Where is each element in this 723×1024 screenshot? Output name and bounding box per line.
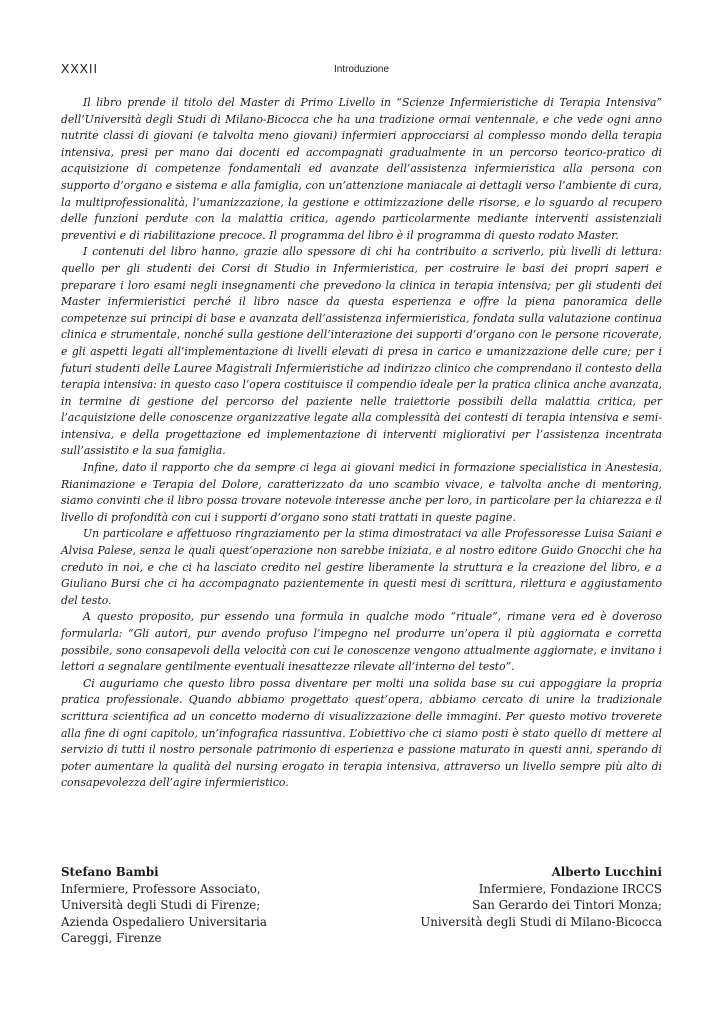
paragraph-acknowledgements: Un particolare e affettuoso ringraziamento per la stima dimostrataci va alle Professoresse Luisa Saiani e Alvisa Palese, senza le quali quest’operazione non sarebbe iniziata, e al nostro editore Guido Gnocchi che ha creduto in noi, e che ci ha lasciato credito nel gestire liberamente la struttura e la creazione del libro, e a Giuliano Bursi che ci ha accompagnato pazientemente in questi mesi di scrittura, rilettura e aggiustamento del testo. [61, 527, 662, 607]
author-name: Stefano Bambi [61, 865, 159, 879]
author-affiliation-line: Università degli Studi di Firenze; [61, 898, 261, 912]
signature-left [61, 864, 361, 947]
author-affiliation-line: Careggi, Firenze [61, 931, 162, 945]
paragraph-medical-residents: Infine, dato il rapporto che da sempre ci lega ai giovani medici in formazione specialistica in Anestesia, Rianimazione e Terapia del Dolore, caratterizzato da uno scambio vivace, e talvolta anche di mentoring, siamo convinti che il libro possa trovare notevole interesse anche per loro, in particolare per la chiarezza e il livello di profondità con cui i supporti d’organo sono stati trattati in queste pagine. [61, 461, 662, 524]
paragraph-disclaimer: A questo proposito, pur essendo una formula in qualche modo “rituale”, rimane vera ed è doveroso formularla: “Gli autori, pur avendo profuso l’impegno nel produrre un’opera il più aggiornata e corretta possibile, sono consapevoli della velocità con cui le conoscenze vengono attualmente aggiornate, e invitano i lettori a segnalare gentilmente eventuali inesattezze rilevate all’interno del testo”. [61, 610, 662, 674]
page-number: XXXII [61, 62, 98, 76]
author-affiliation-line: San Gerardo dei Tintori Monza; [472, 898, 662, 912]
author-affiliation-line: Università degli Studi di Milano-Bicocca [420, 914, 662, 929]
introduction-body [61, 95, 662, 792]
running-head-title: Introduzione [333, 64, 390, 75]
paragraph-closing: Ci auguriamo che questo libro possa diventare per molti una solida base su cui appoggiare la propria pratica professionale. Quando abbiamo progettato quest’opera, abbiamo cercato di unire la tradizionale scrittura scientifica ad un concetto moderno di visualizzazione delle immagini. Per questo motivo troverete alla fine di ogni capitolo, un’infografica riassuntiva. L’obiettivo che ci siamo posti è stato quello di mettere al servizio di tutti il nostro personale patrimonio di esperienza e passione maturato in questi anni, sperando di poter aumentare la qualità del nursing erogato in terapia intensiva, attraverso un livello sempre più alto di consapevolezza dell’agire infermieristico. [61, 676, 662, 790]
author-affiliation-line: Azienda Ospedaliero Universitaria [61, 914, 267, 929]
paragraph-master-title: Il libro prende il titolo del Master di Primo Livello in “Scienze Infermieristiche di Terapia Intensiva” dell’Università degli Studi di Milano-Bicocca che ha una tradizione ormai ventennale, e che vede ogni anno nutrite classi di giovani (e talvolta meno giovani) infermieri approcciarsi al complesso mondo della terapia intensiva, presi per mano dai docenti ed accompagnati gradualmente in un percorso teorico-pratico di acquisizione di competenze fondamentali ed avanzate dell’assistenza infermieristica alla persona con supporto d’organo e sistema e alla famiglia, con un’attenzione maniacale ai dettagli verso l’ambiente di cura, la multiprofessionalità, l’umanizzazione, la gestione e ottimizzazione delle risorse, e lo sguardo al recupero delle funzioni perdute con la malattia critica, agendo particolarmente mediante interventi assistenziali preventivi e di riabilitazione precoce. Il programma del libro è il programma di questo rodato Master. [61, 96, 662, 242]
signature-right [362, 864, 662, 930]
author-affiliation-line: Infermiere, Professore Associato, [61, 881, 261, 896]
author-affiliation-line: Infermiere, Fondazione IRCCS [478, 881, 662, 896]
author-name: Alberto Lucchini [551, 865, 662, 879]
paragraph-reading-levels: I contenuti del libro hanno, grazie allo spessore di chi ha contribuito a scriverlo, più livelli di lettura: quello per gli studenti dei Corsi di Studio in Infermieristica, per costruire le basi dei propri saperi e preparare i loro esami negli insegnamenti che prevedono la clinica in terapia intensiva; per gli studenti dei Master infermieristici perché il libro nasce da questa esperienza e offre la piena panoramica delle competenze sui principi di base e avanzata dell’assistenza infermieristica, fondata sulla valutazione continua clinica e strumentale, nonché sulla gestione dell’interazione dei supporti d’organo con le persone ricoverate, e gli aspetti legati all’implementazione di livelli elevati di presa in carico e umanizzazione delle cure; per i futuri studenti delle Lauree Magistrali Infermieristiche ad indirizzo clinico che comprendano il contesto della terapia intensiva: in questo caso l’opera costituisce il compendio ideale per la pratica clinica anche avanzata, in termine di gestione del percorso del paziente nelle traiettorie possibili della malattia critica, per l’acquisizione delle conoscenze organizzative legate alla complessità dei contesti di terapia intensiva e semi-intensiva, e della progettazione ed implementazione di interventi migliorativi per l’assistenza incentrata sull’assistito e la sua famiglia. [61, 245, 662, 458]
